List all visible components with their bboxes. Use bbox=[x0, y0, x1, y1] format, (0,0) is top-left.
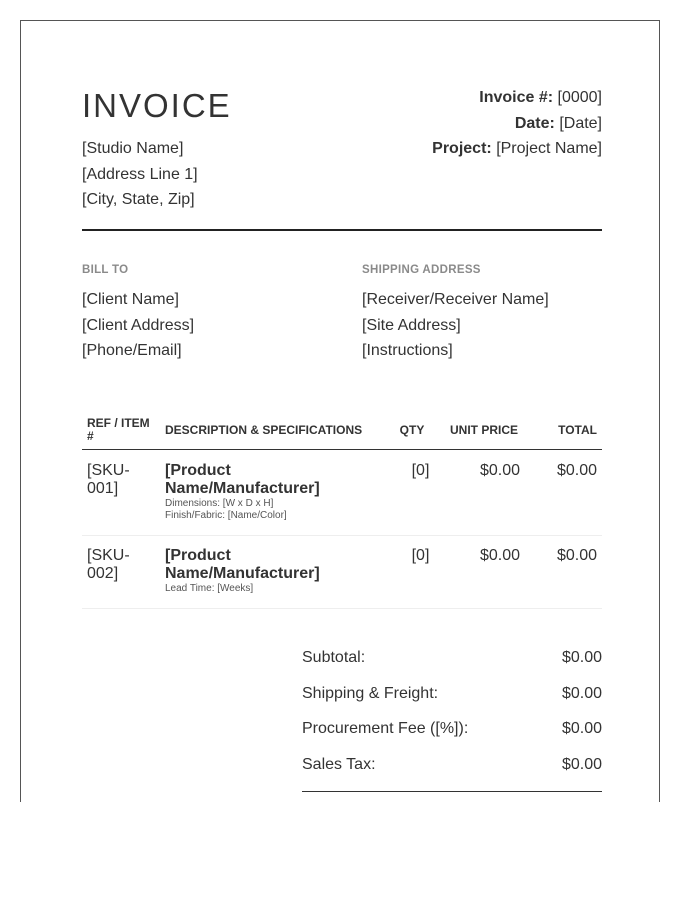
shipping-freight-value: $0.00 bbox=[561, 684, 602, 702]
product-dimensions: Dimensions: [W x D x H] bbox=[165, 498, 274, 509]
studio-address: [Address Line 1] bbox=[82, 165, 198, 183]
receiver-name: [Receiver/Receiver Name] bbox=[362, 291, 549, 308]
item-description bbox=[165, 547, 365, 595]
invoice-page bbox=[20, 20, 660, 802]
shipping-heading: SHIPPING ADDRESS bbox=[362, 264, 481, 276]
items-table-header bbox=[82, 411, 602, 450]
client-name: [Client Name] bbox=[82, 291, 179, 308]
studio-name: [Studio Name] bbox=[82, 140, 184, 157]
client-contact: [Phone/Email] bbox=[82, 342, 182, 359]
invoice-date-value: [Date] bbox=[559, 114, 602, 132]
procurement-fee-value: $0.00 bbox=[561, 720, 602, 737]
item-description bbox=[165, 462, 365, 522]
product-finish: Finish/Fabric: [Name/Color] bbox=[165, 510, 287, 521]
invoice-meta bbox=[432, 85, 602, 162]
subtotal-value: $0.00 bbox=[561, 649, 602, 666]
item-total: $0.00 bbox=[556, 462, 597, 479]
product-lead-time: Lead Time: [Weeks] bbox=[165, 583, 254, 594]
sales-tax-row bbox=[302, 750, 602, 786]
col-header-unit-price: UNIT PRICE bbox=[449, 422, 518, 437]
invoice-number-row bbox=[432, 85, 602, 111]
project-label: Project: bbox=[432, 140, 492, 157]
shipping-instructions: [Instructions] bbox=[362, 342, 453, 359]
subtotal-row bbox=[302, 643, 602, 679]
invoice-date-label: Date: bbox=[514, 114, 555, 132]
totals-section bbox=[302, 643, 602, 785]
bill-to-section bbox=[82, 264, 332, 364]
invoice-number-label: Invoice #: bbox=[479, 89, 554, 106]
invoice-number-value: [0000] bbox=[557, 89, 602, 106]
item-qty: [0] bbox=[411, 462, 430, 479]
totals-divider bbox=[302, 791, 602, 792]
item-qty: [0] bbox=[411, 547, 430, 564]
procurement-fee-row bbox=[302, 714, 602, 750]
shipping-freight-row bbox=[302, 679, 602, 715]
header-divider bbox=[82, 229, 602, 231]
item-total: $0.00 bbox=[556, 547, 597, 564]
sales-tax-value: $0.00 bbox=[561, 755, 602, 773]
studio-city-state-zip: [City, State, Zip] bbox=[82, 191, 195, 208]
studio-info bbox=[82, 136, 198, 213]
invoice-date-row bbox=[432, 111, 602, 137]
project-value: [Project Name] bbox=[496, 140, 602, 157]
table-row bbox=[82, 536, 602, 609]
col-header-qty: QTY bbox=[399, 422, 425, 437]
item-ref: [SKU-001] bbox=[87, 462, 130, 497]
item-ref: [SKU-002] bbox=[87, 547, 130, 582]
site-address: [Site Address] bbox=[362, 316, 461, 334]
table-row bbox=[82, 451, 602, 536]
item-unit-price: $0.00 bbox=[479, 462, 520, 479]
product-name: [Product Name/Manufacturer] bbox=[165, 462, 320, 497]
col-header-total: TOTAL bbox=[558, 422, 597, 437]
shipping-section bbox=[362, 264, 612, 364]
sales-tax-label: Sales Tax: bbox=[302, 755, 376, 773]
col-header-ref: REF / ITEM # bbox=[87, 416, 150, 443]
client-address: [Client Address] bbox=[82, 316, 195, 334]
project-row bbox=[432, 136, 602, 162]
invoice-title: INVOICE bbox=[82, 87, 232, 124]
col-header-description: DESCRIPTION & SPECIFICATIONS bbox=[165, 422, 363, 437]
product-name: [Product Name/Manufacturer] bbox=[165, 547, 320, 582]
item-unit-price: $0.00 bbox=[479, 547, 520, 564]
shipping-freight-label: Shipping & Freight: bbox=[302, 684, 439, 702]
procurement-fee-label: Procurement Fee ([%]): bbox=[302, 720, 469, 737]
subtotal-label: Subtotal: bbox=[302, 649, 366, 666]
bill-to-heading: BILL TO bbox=[82, 264, 129, 276]
